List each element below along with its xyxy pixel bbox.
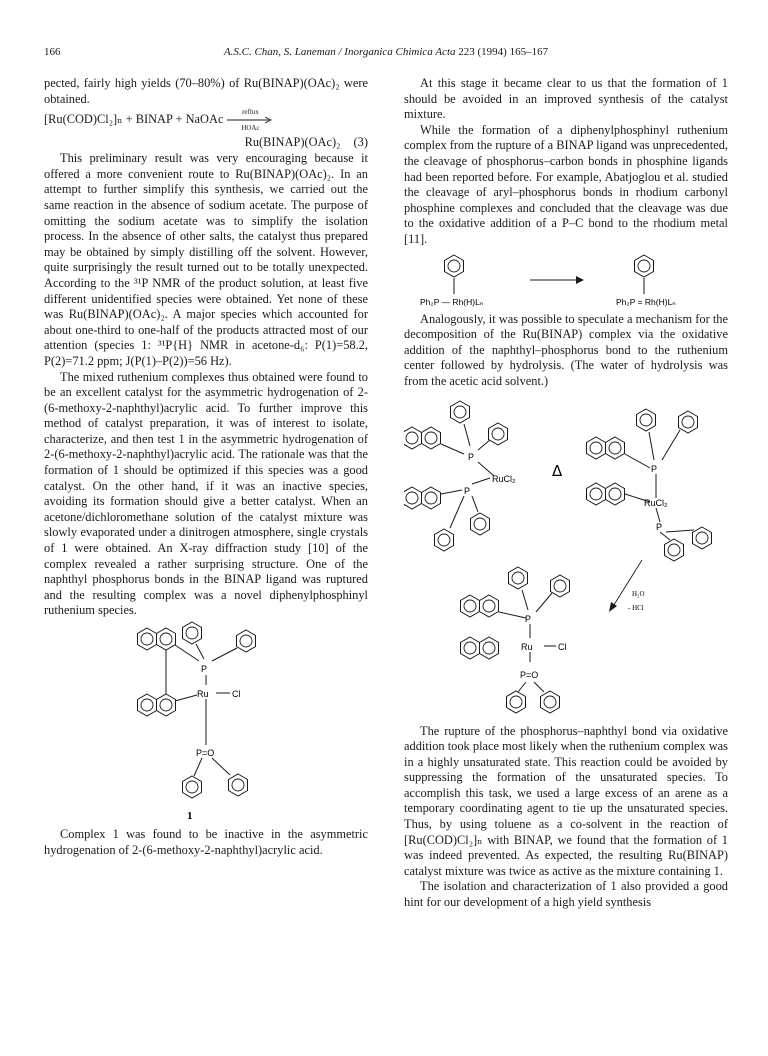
right-paragraph-4: The rupture of the phosphorus–naphthyl bond via oxidative addition took place most likely when the ruthenium complex was in a highly unsaturated state. This reaction could be avoided by suppressing the formation of the unsaturated species. To accomplish this task, we used a large excess of an arene as a temporary coordinating agent to tie up the unsaturated species. Thus, by using toluene as a co-solvent in the reaction of [Ru(COD)Cl₂]ₙ with BINAP, we found that the formation of 1 was indeed prevented. As expected, the resulting Ru(BINAP) catalyst mixture was twice as active as the mixture containing 1. [404, 723, 728, 878]
decomposition-scheme-continued [404, 666, 728, 724]
scheme2-start-label-p1: P [468, 451, 475, 462]
arrow-icon [609, 602, 617, 612]
header-journal: Inorganica Chimica Acta [344, 46, 456, 58]
right-paragraph-5: The isolation and characterization of 1 also provided a good hint for our development of a high yield synthesis [404, 879, 728, 910]
running-header [44, 44, 728, 60]
scheme2-end-label-cl: Cl [558, 641, 567, 652]
left-paragraph-2: This preliminary result was very encouraging because it offered a more convenient route to Ru(BINAP)(OAc)₂. In an attempt to further simplify this synthesis, we carried out the same reaction in the absence of sodium acetate. The purpose of omitting the sodium acetate was to simplify the isolation process. In the absence of other salts, the catalyst thus prepared may be obtained by simply distilling off the solvent. However, quite surprisingly the result turned out to be totally unexpected. According to the ³¹P NMR of the product solution, at least five different unidentified species were obtained. Yet none of these was Ru(BINAP)(OAc)₂. A major species which accounted for about one-third to one-half of the products attracted most of our attention (species 1: ³¹P{H} NMR in acetone-d₆: P(1)=58.2, P(2)=71.2 ppm; J(P(1)–P(2))=56 Hz). [44, 151, 368, 368]
scheme2-water-label: H₂O [632, 589, 645, 598]
scheme2-end-label-p: P [525, 613, 532, 624]
scheme2-end-label-ru: Ru [521, 641, 533, 652]
eq3-reactants: [Ru(COD)Cl₂]ₙ + BINAP + NaOAc [44, 112, 224, 127]
left-paragraph-1: pected, fairly high yields (70–80%) of Ru(BINAP)(OAc)₂ were obtained. [44, 76, 368, 106]
rh-phosphine-scheme [404, 248, 728, 312]
eq3-number: (3) [353, 135, 368, 150]
header-authors: A.S.C. Chan, S. Laneman [223, 46, 336, 58]
arrow-icon [227, 116, 273, 124]
arrow-icon [576, 276, 584, 284]
right-column [404, 76, 728, 911]
fig1-label-cl: Cl [232, 689, 241, 699]
right-paragraph-1: At this stage it became clear to us that the formation of 1 should be avoided in an improved synthesis of the catalyst mixture. [404, 76, 728, 122]
left-paragraph-3: The mixed ruthenium complexes thus obtained were found to be an excellent catalyst for the asymmetric hydrogenation of 2-(6-methoxy-2-naphthyl)acrylic acid. To further improve this method of catalyst preparation, it was of interest to isolate, characterize, and then test 1 in the asymmetric hydrogenation of 2-(6-methoxy-2-naphthyl)acrylic acid. The rationale was that the formation of 1 should be optimized if this species was a good catalyst. On the other hand, if it was an inactive species, avoiding its formation should give a better catalyst. When an acetone/dichloromethane solution of the catalyst mixture was slowly evaporated under a dinitrogen atmosphere, single crystals of 1 were obtained. An X-ray diffraction study [10] of the complex revealed a rather surprising structure. One of the naphthyl phosphorus bonds in the BINAP ligand was ruptured and the resulting complex was a novel diphenylphosphinyl ruthenium species. [44, 369, 368, 618]
reaction-arrow [227, 108, 273, 132]
scheme2-mid-label-p1: P [651, 463, 658, 474]
decomposition-mechanism-scheme [404, 390, 728, 666]
header-volume: 223 (1994) 165–167 [458, 46, 549, 58]
scheme2-mid-label-rucl2: RuCl₂ [644, 497, 668, 508]
scheme2-mid-label-p2: P [656, 521, 663, 532]
right-paragraph-3: Analogously, it was possible to speculate a mechanism for the decomposition of the Ru(BINAP) complex via the oxidative addition of the naphthyl–phosphorus bond to the ruthenium center followed by hydrolysis. (The water of hydrolysis was from the acetic acid solvent.) [404, 311, 728, 388]
running-title: A.S.C. Chan, S. Laneman / Inorganica Chimica Acta 223 (1994) 165–167 [223, 46, 549, 58]
scheme1-product-label: Ph₂P = Rh(H)Lₙ [616, 296, 676, 307]
fig1-label-p: P [201, 664, 208, 674]
fig1-compound-number: 1 [187, 810, 193, 822]
scheme2-hcl-label: - HCl [628, 603, 644, 612]
page-number: 166 [44, 46, 61, 58]
equation-3 [44, 107, 368, 151]
left-paragraph-4: Complex 1 was found to be inactive in the asymmetric hydrogenation of 2-(6-methoxy-2-naphthyl)acrylic acid. [44, 827, 368, 857]
left-column [44, 76, 368, 858]
eq3-condition-reflux: reflux [242, 108, 259, 117]
complex-1-structure [44, 619, 368, 827]
scheme2-end-label-po: P=O [520, 669, 539, 680]
eq3-solvent: HOAc [241, 124, 260, 133]
heat-delta-icon: Δ [552, 461, 563, 480]
fig1-label-ru: Ru [197, 689, 209, 699]
right-paragraph-2: While the formation of a diphenylphosphinyl ruthenium complex from the rupture of a BINAP ligand was unprecedented, the cleavage of phosphorus–carbon bonds in phosphine ligands had been reported before. For example, Abatjoglou et al. studied the cleavage of aryl–phosphorus bonds in rhodium carbonyl phosphine complexes and concluded that the cleavage was due to the oxidative addition of a P–C bond to the rhodium metal [11]. [404, 122, 728, 246]
fig1-label-po: P=O [196, 748, 215, 758]
eq3-product: Ru(BINAP)(OAc)₂ [244, 135, 341, 150]
scheme2-start-label-rucl2: RuCl₂ [492, 473, 516, 484]
scheme1-reactant-label: Ph₂P — Rh(H)Lₙ [420, 296, 484, 307]
scheme2-start-label-p2: P [464, 485, 471, 496]
